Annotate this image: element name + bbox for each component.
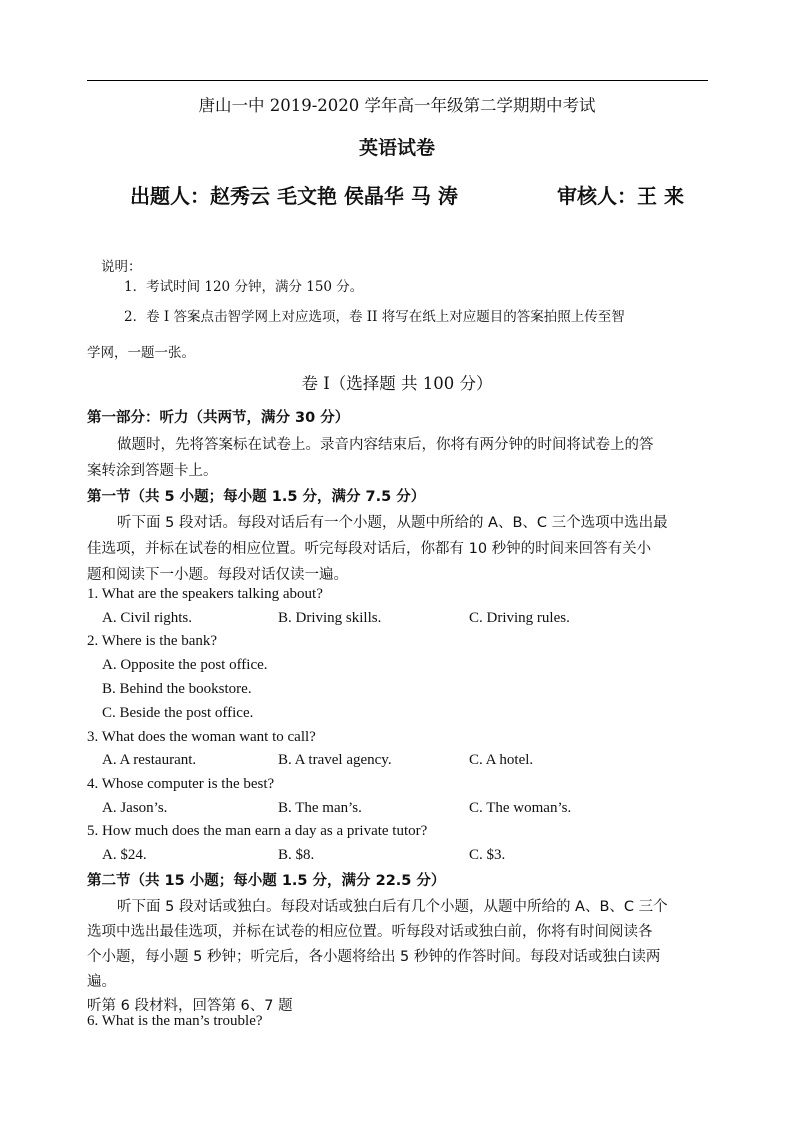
q5-option-b: B. $8. bbox=[278, 847, 315, 863]
q3-option-b: B. A travel agency. bbox=[278, 752, 392, 768]
exam-title: 唐山一中 2019-2020 学年高一年级第二学期期中考试 bbox=[198, 96, 596, 115]
q5-option-c: C. $3. bbox=[469, 847, 506, 863]
section1-para-line2: 佳选项，并标在试卷的相应位置。听完每段对话后，你都有 10 秒钟的时间来回答有关小 bbox=[87, 541, 652, 557]
section2-para-line3: 个小题，每小题 5 秒钟；听完后，各小题将给出 5 秒钟的作答时间。每段对话或独白读两 bbox=[87, 949, 661, 965]
section2-para-line4: 遍。 bbox=[87, 974, 116, 990]
subject-title: 英语试卷 bbox=[358, 137, 435, 159]
note-item-2: 2．卷 I 答案点击智学网上对应选项，卷 II 将写在纸上对应题目的答案拍照上传至智 bbox=[124, 309, 625, 325]
q1-option-c: C. Driving rules. bbox=[469, 610, 570, 626]
reviewer-line: 审核人：王 来 bbox=[557, 184, 684, 208]
section1-heading: 第一节（共 5 小题；每小题 1.5 分，满分 7.5 分） bbox=[87, 489, 426, 505]
q2-option-a: A. Opposite the post office. bbox=[102, 657, 268, 673]
q4-option-c: C. The woman’s. bbox=[469, 800, 572, 816]
q5-option-a: A. $24. bbox=[102, 847, 147, 863]
header-rule bbox=[87, 80, 708, 81]
q4-option-b: B. The man’s. bbox=[278, 800, 362, 816]
part1-para-line2: 案转涂到答题卡上。 bbox=[87, 463, 218, 479]
q2-option-c: C. Beside the post office. bbox=[102, 705, 254, 721]
part1-para-line1: 做题时，先将答案标在试卷上。录音内容结束后，你将有两分钟的时间将试卷上的答 bbox=[117, 437, 654, 453]
part1-heading: 第一部分：听力（共两节，满分 30 分） bbox=[87, 410, 350, 426]
q3-option-c: C. A hotel. bbox=[469, 752, 534, 768]
authors-line: 出题人：赵秀云 毛文艳 侯晶华 马 涛 bbox=[130, 184, 458, 208]
section1-para-line1: 听下面 5 段对话。每段对话后有一个小题，从题中所给的 A、B、C 三个选项中选出最 bbox=[117, 515, 668, 531]
section2-para-line1: 听下面 5 段对话或独白。每段对话或独白后有几个小题，从题中所给的 A、B、C 三个 bbox=[117, 899, 668, 915]
q2-stem: 2. Where is the bank? bbox=[87, 633, 218, 649]
note-item-1: 1．考试时间 120 分钟，满分 150 分。 bbox=[124, 279, 364, 295]
material-intro: 听第 6 段材料，回答第 6、7 题 bbox=[87, 998, 293, 1014]
q4-stem: 4. Whose computer is the best? bbox=[87, 776, 275, 792]
q4-option-a: A. Jason’s. bbox=[102, 800, 168, 816]
q3-option-a: A. A restaurant. bbox=[102, 752, 197, 768]
q3-stem: 3. What does the woman want to call? bbox=[87, 729, 316, 745]
q5-stem: 5. How much does the man earn a day as a private tutor? bbox=[87, 823, 428, 839]
notes-label: 说明： bbox=[101, 259, 142, 275]
note-item-2-cont: 学网，一题一张。 bbox=[87, 345, 195, 361]
q1-option-a: A. Civil rights. bbox=[102, 610, 193, 626]
section2-heading: 第二节（共 15 小题；每小题 1.5 分，满分 22.5 分） bbox=[87, 873, 446, 889]
section2-para-line2: 选项中选出最佳选项，并标在试卷的相应位置。听每段对话或独白前，你将有时间阅读各 bbox=[87, 924, 653, 940]
paper1-title: 卷 I（选择题 共 100 分） bbox=[301, 374, 493, 393]
section1-para-line3: 题和阅读下一小题。每段对话仅读一遍。 bbox=[87, 567, 348, 583]
q1-option-b: B. Driving skills. bbox=[278, 610, 382, 626]
q1-stem: 1. What are the speakers talking about? bbox=[87, 586, 323, 602]
q2-option-b: B. Behind the bookstore. bbox=[102, 681, 252, 697]
q6-stem: 6. What is the man’s trouble? bbox=[87, 1013, 263, 1029]
